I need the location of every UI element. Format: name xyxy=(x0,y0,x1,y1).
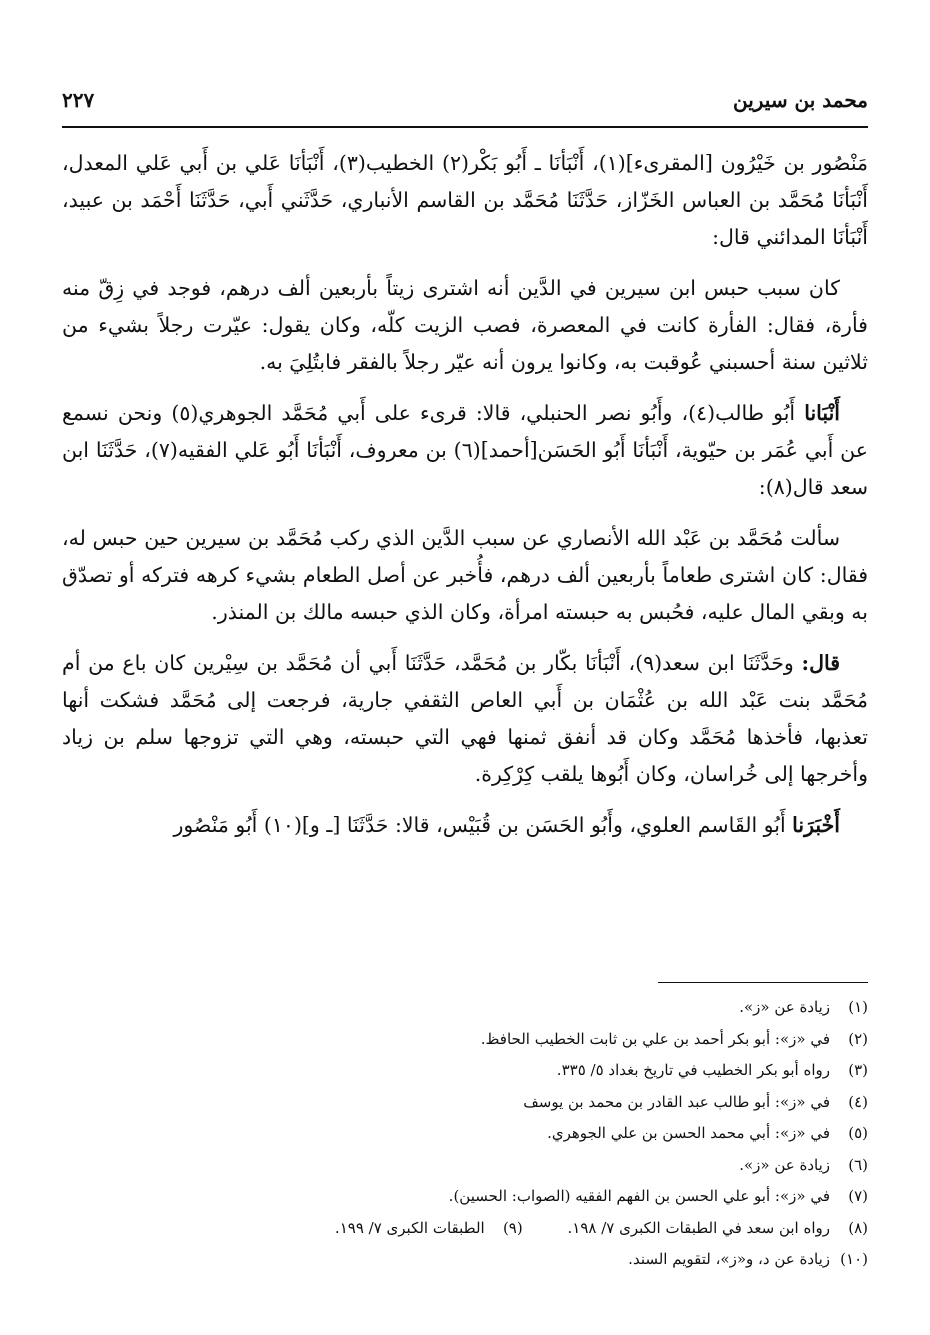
paragraph-text: كان سبب حبس ابن سيرين في الدَّين أنه اشترى زيتاً بأربعين ألف درهم، فوجد في زِقّ منه فأرة، فقال: الفأرة كانت في المعصرة، فصب الزيت كلّه، وكان يقول: عيّرت رجلاً بشيء من ثلاثين سنة أحسبني عُوقبت به، وكانوا يرون أنه عيّر رجلاً بالفقر فابتُلِيَ به. xyxy=(62,276,868,374)
footnote-text: في «ز»: أبو بكر أحمد بن علي بن ثابت الخطيب الحافظ. xyxy=(480,1029,830,1048)
footnote-text: في «ز»: أبو طالب عبد القادر بن محمد بن يوسف xyxy=(523,1092,830,1111)
footnote-text: الطبقات الكبرى ٧/ ١٩٩. xyxy=(334,1218,485,1237)
page-header xyxy=(62,84,868,128)
main-text xyxy=(62,145,868,858)
footnote-number: (٧) xyxy=(848,1187,868,1205)
footnote-text: في «ز»: أبي محمد الحسن بن علي الجوهري. xyxy=(547,1124,830,1142)
footnote xyxy=(335,1213,523,1245)
footnote-text: في «ز»: أبو علي الحسن بن الفهم الفقيه (الصواب: الحسين). xyxy=(448,1187,830,1205)
paragraph xyxy=(62,270,868,381)
footnote-number: (٣) xyxy=(848,1061,868,1079)
paragraph-lead-word: قال: xyxy=(801,651,841,675)
paragraph xyxy=(62,645,868,793)
footnote xyxy=(62,1055,868,1087)
page-number: ٢٢٧ xyxy=(62,88,95,112)
footnote-number: (٤) xyxy=(848,1092,868,1111)
footnote xyxy=(62,1118,868,1150)
footnote-number: (٥) xyxy=(848,1124,868,1142)
paragraph xyxy=(62,520,868,631)
footnote-number: (١) xyxy=(848,998,868,1016)
footnote xyxy=(62,1244,868,1276)
paragraph-lead-word: أَنْبَانا xyxy=(804,401,840,425)
footnote-text: رواه أبو بكر الخطيب في تاريخ بغداد ٥/ ٣٣٥. xyxy=(556,1061,830,1079)
footnote xyxy=(62,1150,868,1182)
paragraph-text: أَبُو طالب(٤)، وأَبُو نصر الحنبلي، قالا: قرىء على أَبي مُحَمَّد الجوهري(٥) ونحن نسمع عن أَبي عُمَر بن حيّوية، أَنْبَأنَا أَبُو الحَسَن[أحمد](٦) بن معروف، أَنْبَأنَا أَبُو عَلي الفقيه(٧)، حَدَّثَنَا ابن سعد قال(٨): xyxy=(62,401,868,499)
footnote xyxy=(62,1181,868,1213)
footnotes xyxy=(62,992,868,1276)
paragraph xyxy=(62,145,868,256)
paragraph xyxy=(62,807,868,844)
paragraph-text: مَنْصُور بن خَيْرُون [المقرىء](١)، أَنْبَأنَا ـ أَبُو بَكْر(٢) الخطيب(٣)، أَنْبَأنَا عَلي بن أَبي عَلي المعدل، أَنْبَأنَا مُحَمَّد بن العباس الخَزّاز، حَدَّثَنَا مُحَمَّد بن القاسم الأنباري، حَدَّثَني أَبي، حَدَّثَنَا أَحْمَد بن عبيد، أَنْبَأنَا المدائني قال: xyxy=(62,151,868,249)
footnote-number: (٩) xyxy=(502,1218,523,1237)
paragraph-text: سألت مُحَمَّد بن عَبْد الله الأنصاري عن سبب الدَّين الذي ركب مُحَمَّد بن سيرين حين حبس له، فقال: كان اشترى طعاماً بأربعين ألف درهم، فأُخبر عن أصل الطعام بشيء كرهه فتركه أو تصدّق به وبقي المال عليه، فحُبس به حبسته امرأة، وكان الذي حبسه مالك بن المنذر. xyxy=(62,526,868,624)
footnote xyxy=(62,1087,868,1119)
footnote-number: (٨) xyxy=(848,1218,868,1237)
footnote xyxy=(62,1024,868,1056)
footnote-text: زيادة عن «ز». xyxy=(739,1155,830,1174)
footnote-number: (١٠) xyxy=(840,1250,868,1268)
footnote xyxy=(62,992,868,1024)
footnote-row xyxy=(62,1213,868,1245)
paragraph-text: أَبُو القَاسم العلوي، وأَبُو الحَسَن بن قُبَيْس، قالا: حَدَّثَنَا [ـ و](١٠) أَبُو مَنْصُور xyxy=(173,813,793,837)
footnote-number: (٦) xyxy=(848,1155,868,1174)
footnote-number: (٢) xyxy=(848,1029,868,1048)
footnote xyxy=(568,1213,869,1245)
paragraph-text: وحَدَّثَنَا ابن سعد(٩)، أَنْبَأنَا بكّار بن مُحَمَّد، حَدَّثَنَا أَبي أن مُحَمَّد بن سِيْرين كان باع من أم مُحَمَّد بنت عَبْد الله بن عُثْمَان بن أَبي العاص الثقفي جارية، فرجعت إلى مُحَمَّد فشكت أنها تعذبها، فأخذها مُحَمَّد وكان قد أنفق ثمنها فهي التي حبسته، وهي التي تزوجها سلم بن زياد وأخرجها إلى خُراسان، وكان أَبُوها يلقب كِرْكِرة. xyxy=(62,651,868,786)
footnote-divider xyxy=(658,982,868,983)
footnote-text: رواه ابن سعد في الطبقات الكبرى ٧/ ١٩٨. xyxy=(567,1218,830,1237)
footnote-text: زيادة عن د، و«ز»، لتقويم السند. xyxy=(628,1250,830,1268)
paragraph-lead-word: أَخْبَرَنا xyxy=(792,813,840,837)
running-title: محمد بن سيرين xyxy=(732,88,868,112)
footnote-text: زيادة عن «ز». xyxy=(739,998,830,1016)
paragraph xyxy=(62,395,868,506)
